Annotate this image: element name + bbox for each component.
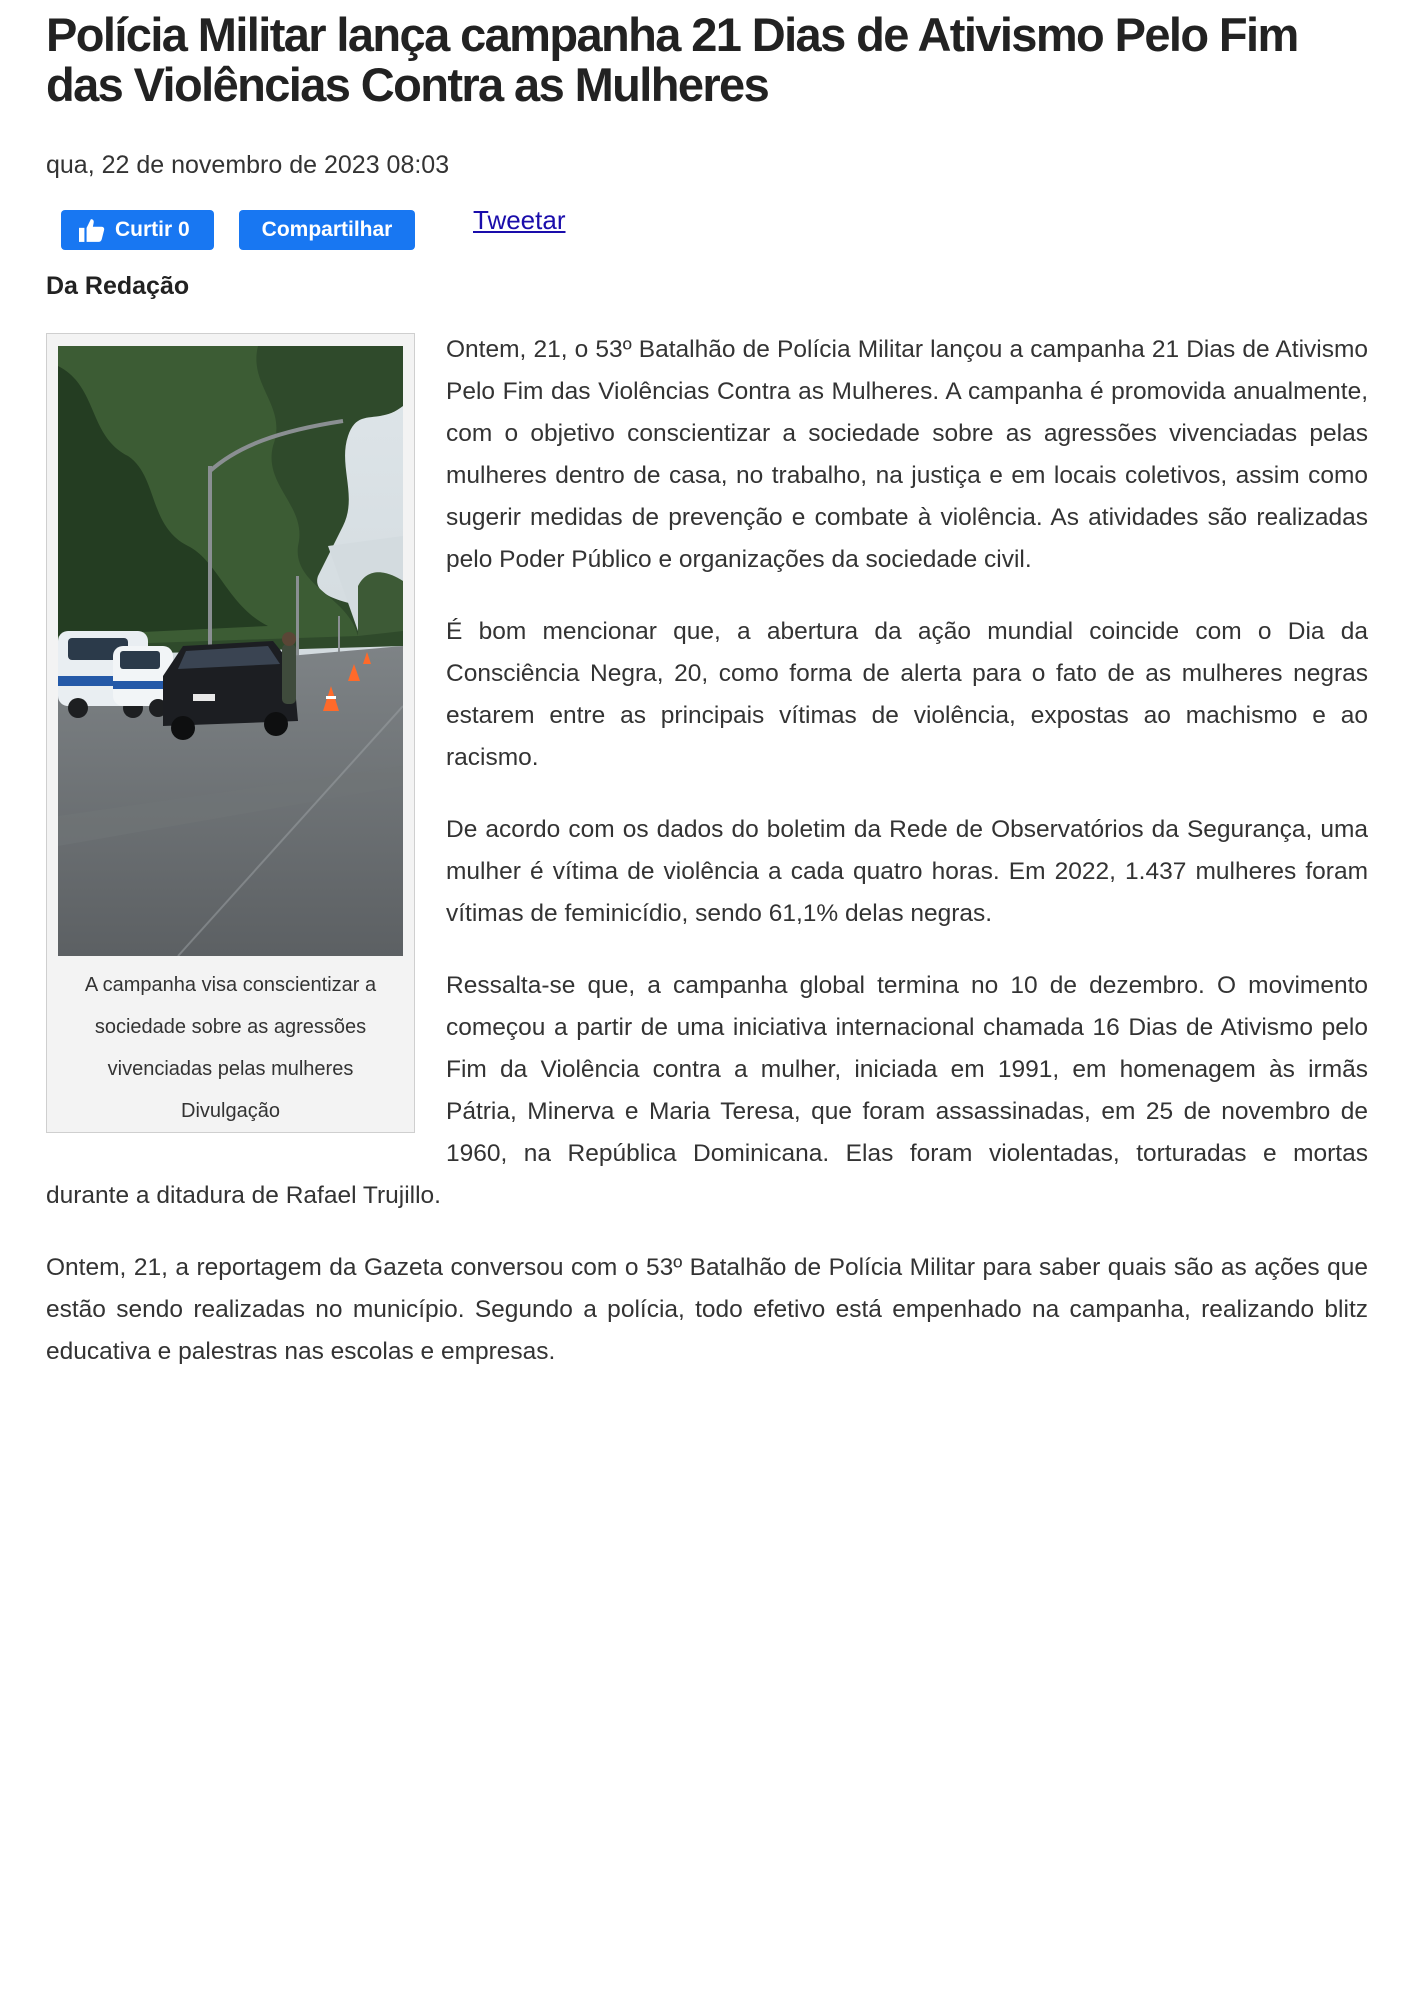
article-paragraph: Ressalta-se que, a campanha global termina no 10 de dezembro. O movimento começou a partir de uma iniciativa internacional chamada 16 Dias de Ativismo pelo Fim da Violência contra a mulher, iniciada em 1991, em homenagem às irmãs Pátria, Minerva e Maria Teresa, que foram assassinadas, em 25 de novembro de 1960, na República Dominicana. Elas foram violentadas, torturadas e mortas durante a ditadura de Rafael Trujillo.	[46, 972, 1368, 1209]
article-paragraph: É bom mencionar que, a abertura da ação mundial coincide com o Dia da Consciência Negra, 20, como forma de alerta para o fato de as mulheres negras estarem entre as principais vítimas de violência, expostas ao machismo e ao racismo.	[446, 618, 1368, 771]
thumbs-up-icon	[79, 218, 105, 242]
article-title: Polícia Militar lança campanha 21 Dias de Ativismo Pelo Fim das Violências Contra as Mulheres	[46, 8, 1298, 111]
caption-line: sociedade sobre as agressões	[94, 1016, 367, 1038]
article-paragraph: Ontem, 21, o 53º Batalhão de Polícia Militar lançou a campanha 21 Dias de Ativismo Pelo Fim das Violências Contra as Mulheres. A campanha é promovida anualmente, com o objetivo conscientizar a sociedade sobre as agressões vivenciadas pelas mulheres dentro de casa, no trabalho, na justiça e em locais coletivos, assim como sugerir medidas de prevenção e combate à violência. As atividades são realizadas pelo Poder Público e organizações da sociedade civil.	[446, 336, 1368, 573]
like-label: Curtir 0	[115, 218, 190, 241]
caption-line: A campanha visa conscientizar a	[84, 974, 377, 996]
article-paragraph: Ontem, 21, a reportagem da Gazeta conversou com o 53º Batalhão de Polícia Militar para saber quais são as ações que estão sendo realizadas no município. Segundo a polícia, todo efetivo está empenhado na campanha, realizando blitz educativa e palestras nas escolas e empresas.	[46, 1254, 1368, 1365]
share-label: Compartilhar	[261, 218, 393, 241]
article-body	[46, 329, 1368, 1373]
caption-line: vivenciadas pelas mulheres	[107, 1058, 354, 1080]
facebook-like-button[interactable]	[61, 210, 214, 250]
figure-caption	[58, 964, 403, 1132]
article-photo	[58, 346, 403, 956]
social-share-bar	[46, 205, 1368, 258]
facebook-share-button[interactable]	[239, 210, 415, 250]
article-figure	[46, 333, 415, 1133]
article-paragraph: De acordo com os dados do boletim da Rede de Observatórios da Segurança, uma mulher é vítima de violência a cada quatro horas. Em 2022, 1.437 mulheres foram vítimas de feminicídio, sendo 61,1% delas negras.	[446, 816, 1368, 927]
photo-credit: Divulgação	[181, 1100, 280, 1122]
publish-date: qua, 22 de novembro de 2023 08:03	[46, 151, 450, 179]
tweet-link[interactable]: Tweetar	[473, 205, 566, 235]
byline: Da Redação	[46, 272, 190, 300]
article	[46, 0, 1368, 1403]
